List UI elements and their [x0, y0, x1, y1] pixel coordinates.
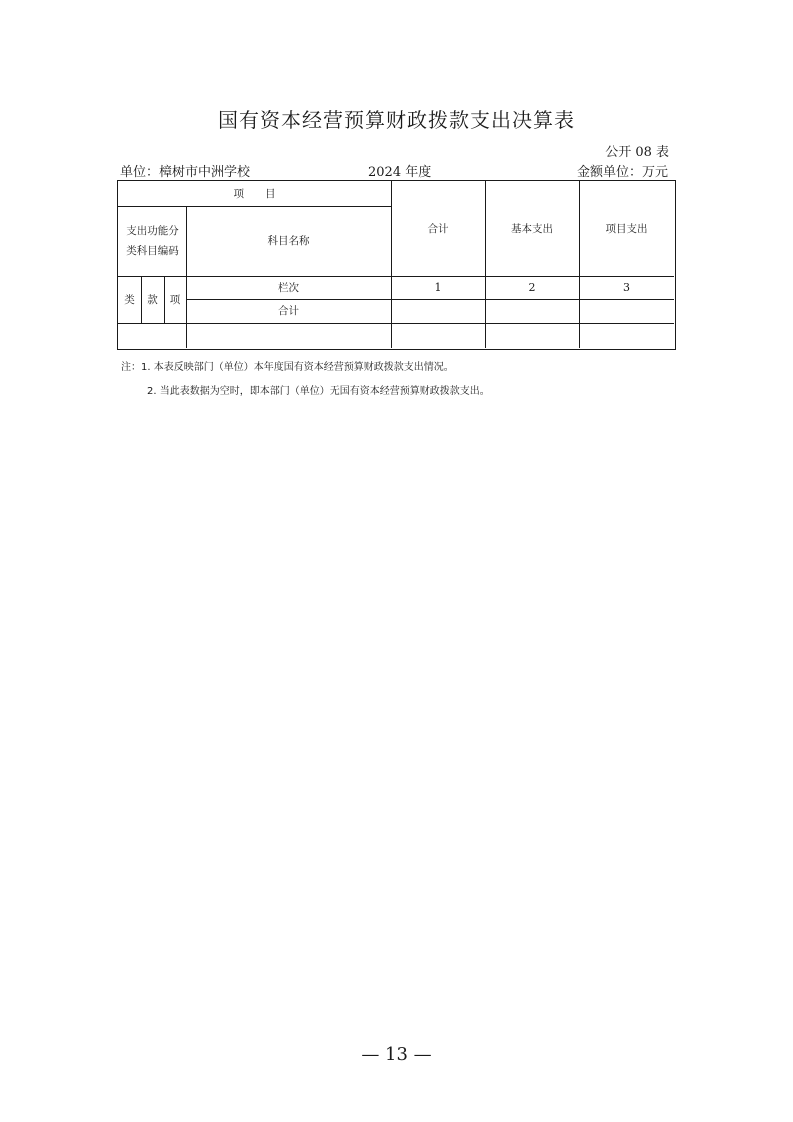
page-title: 国有资本经营预算财政拨款支出决算表 — [218, 108, 575, 132]
note-2: 2. 当此表数据为空时，即本部门（单位）无国有资本经营预算财政拨款支出。 — [147, 386, 490, 397]
header-subject-name: 科目名称 — [267, 235, 310, 247]
header-kuan: 款 — [147, 293, 158, 306]
row-lanci-label: 栏次 — [278, 281, 299, 294]
year-label: 2024 年度 — [368, 165, 432, 180]
header-item: 项 目 — [233, 187, 276, 200]
header-function-code: 支出功能分类科目编码 — [126, 225, 179, 257]
column-number-1: 1 — [434, 280, 442, 294]
money-unit-label: 金额单位：万元 — [576, 165, 668, 180]
header-basic-expenditure: 基本支出 — [511, 222, 553, 235]
expenditure-table — [117, 180, 676, 350]
table-notes — [121, 356, 490, 404]
page-number: — 13 — — [361, 1044, 432, 1065]
header-lei: 类 — [124, 293, 135, 306]
meta-row — [120, 161, 675, 179]
header-total: 合计 — [427, 222, 449, 235]
header-xiang: 项 — [169, 293, 181, 306]
note-1: 注：1. 本表反映部门（单位）本年度国有资本经营预算财政拨款支出情况。 — [121, 362, 454, 373]
row-total-label: 合计 — [278, 305, 299, 317]
form-number: 公开 08 表 — [605, 145, 669, 160]
unit-label: 单位：樟树市中洲学校 — [120, 165, 251, 180]
header-project-expenditure: 项目支出 — [605, 222, 648, 235]
rule-h4 — [118, 323, 674, 324]
column-number-2: 2 — [528, 280, 536, 294]
column-number-3: 3 — [623, 280, 630, 294]
